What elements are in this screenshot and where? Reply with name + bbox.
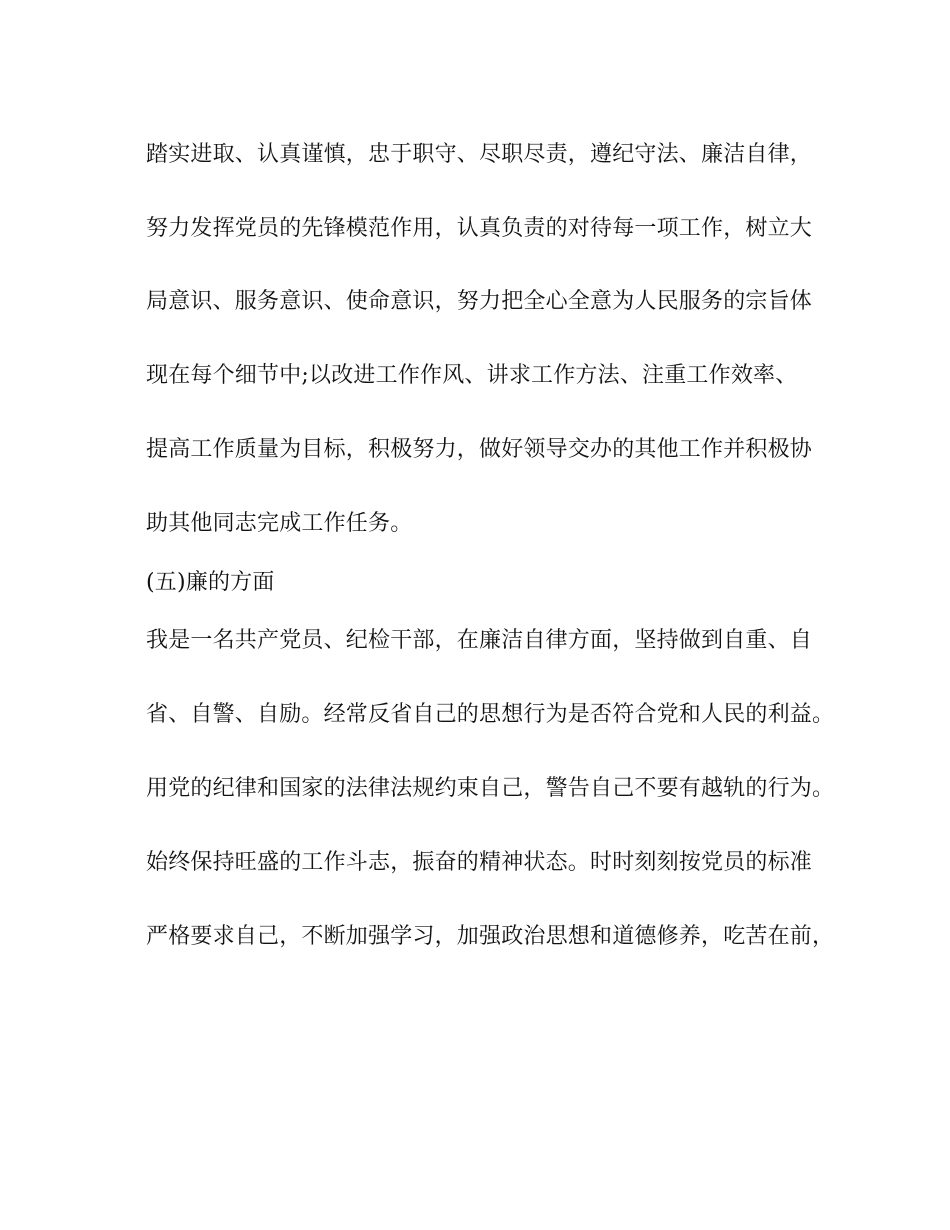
paragraph-line: 省、自警、自励。经常反省自己的思想行为是否符合党和人民的利益。	[146, 702, 835, 727]
paragraph-line: 我是一名共产党员、纪检干部，在廉洁自律方面，坚持做到自重、自	[146, 628, 813, 653]
paragraph-line: 踏实进取、认真谨慎，忠于职守、尽职尽责，遵纪守法、廉洁自律，	[146, 142, 813, 167]
paragraph-line: 始终保持旺盛的工作斗志，振奋的精神状态。时时刻刻按党员的标准	[146, 850, 813, 875]
paragraph-line: 局意识、服务意识、使命意识，努力把全心全意为人民服务的宗旨体	[146, 289, 813, 314]
paragraph-line: 努力发挥党员的先锋模范作用，认真负责的对待每一项工作，树立大	[146, 216, 813, 241]
paragraph-line: 严格要求自己，不断加强学习，加强政治思想和道德修养，吃苦在前，	[146, 924, 835, 949]
paragraph-line: 现在每个细节中;以改进工作作风、讲求工作方法、注重工作效率、	[146, 363, 798, 388]
section-heading: (五)廉的方面	[146, 570, 275, 595]
paragraph-line: 提高工作质量为目标，积极努力，做好领导交办的其他工作并积极协	[146, 437, 813, 462]
paragraph-line: 用党的纪律和国家的法律法规约束自己，警告自己不要有越轨的行为。	[146, 776, 835, 801]
paragraph-line: 助其他同志完成工作任务。	[146, 511, 413, 536]
